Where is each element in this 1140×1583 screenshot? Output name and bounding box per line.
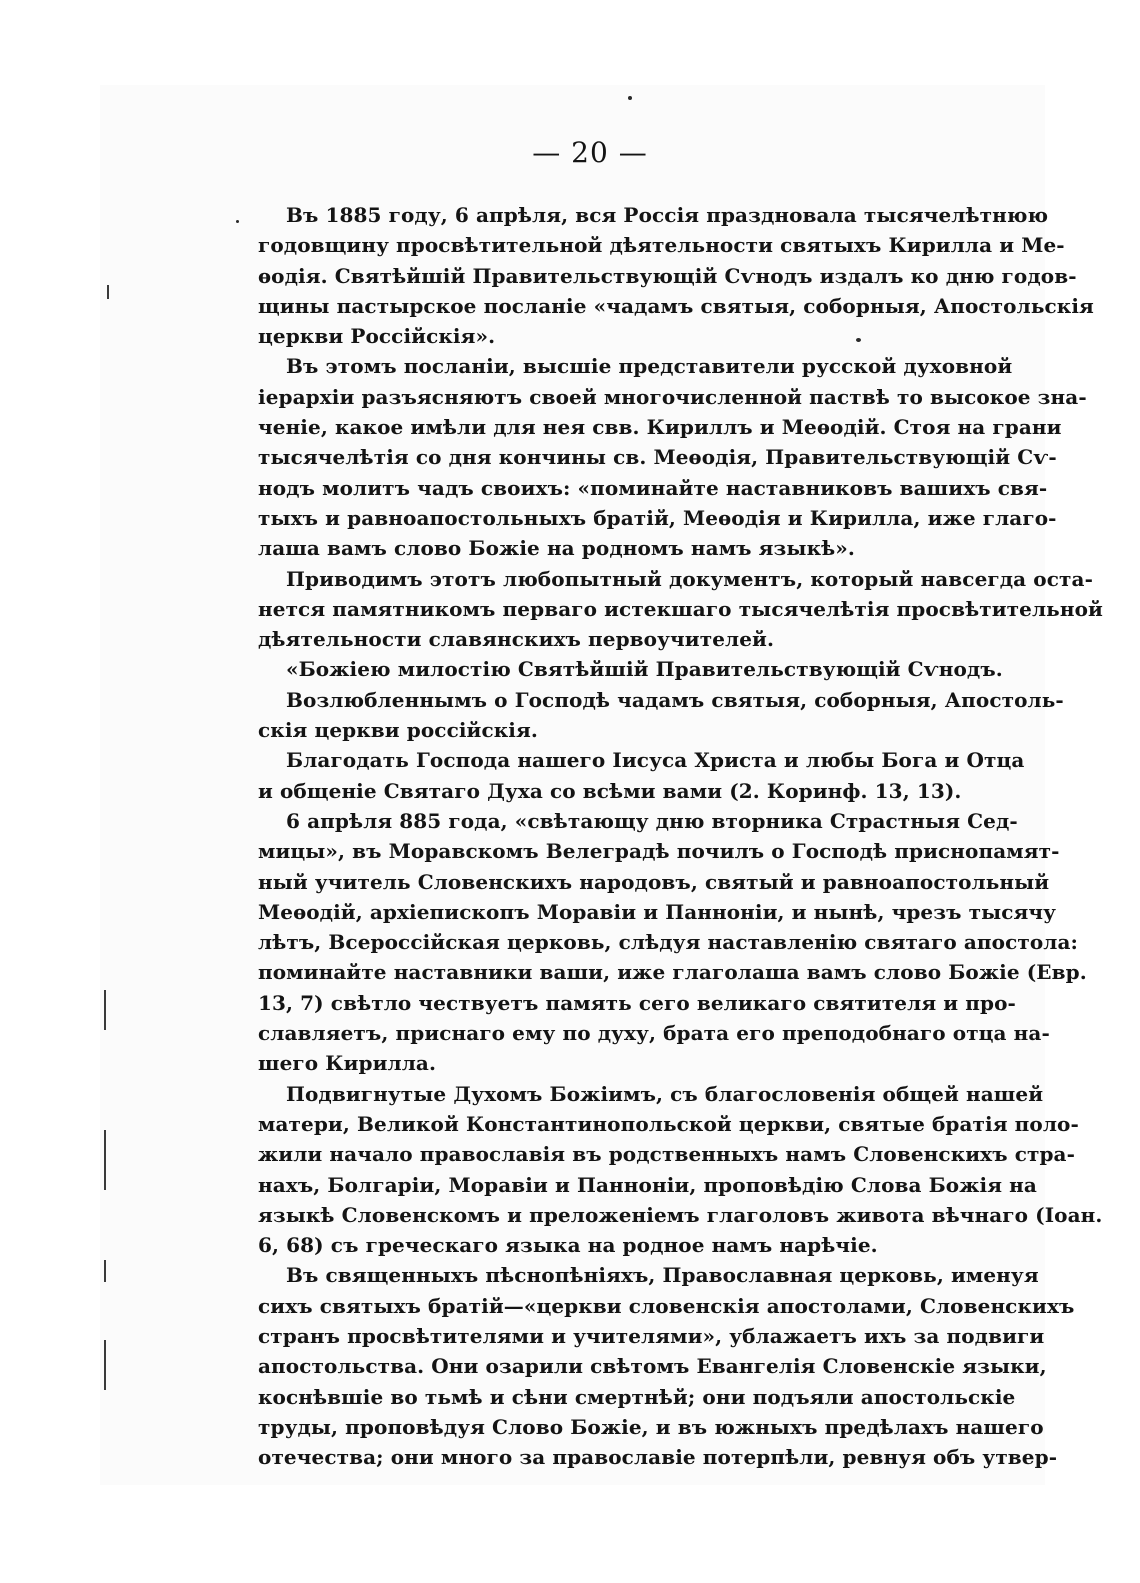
text-line: апостольства. Они озарили свѣтомъ Евангелія Словенскіе языки, xyxy=(258,1354,1047,1379)
text-line: 6 апрѣля 885 года, «свѣтающу дню вторника Страстныя Сед- xyxy=(286,808,1018,833)
text-line: ченіе, какое имѣли для нея свв. Кириллъ и Меѳодій. Стоя на грани xyxy=(258,415,1062,440)
text-line: скія церкви россійскія. xyxy=(258,718,538,743)
margin-mark xyxy=(104,990,106,1030)
text-line: Въ этомъ посланіи, высшіе представители русской духовной xyxy=(286,354,1013,379)
margin-mark xyxy=(104,1130,106,1190)
text-line: Подвигнутые Духомъ Божіимъ, съ благословенія общей нашей xyxy=(286,1081,1044,1106)
text-line: іерархіи разъясняютъ своей многочисленной паствѣ то высокое зна- xyxy=(258,384,1087,409)
text-line: дѣятельности славянскихъ первоучителей. xyxy=(258,627,775,652)
text-line: отечества; они много за православіе потерпѣли, ревнуя объ утвер- xyxy=(258,1445,1058,1470)
page-number: — 20 — xyxy=(532,136,648,169)
text-line: матери, Великой Константинопольской церкви, святые братія поло- xyxy=(258,1111,1079,1136)
text-line: славляетъ, приснаго ему по духу, брата его преподобнаго отца на- xyxy=(258,1021,1050,1046)
text-line: нется памятникомъ перваго истекшаго тысячелѣтія просвѣтительной xyxy=(258,596,1103,621)
text-line: Въ 1885 году, 6 апрѣля, вся Россія праздновала тысячелѣтнюю xyxy=(286,203,1049,227)
text-line: Возлюбленнымъ о Господѣ чадамъ святыя, соборныя, Апостоль- xyxy=(286,687,1064,712)
margin-mark xyxy=(104,1340,106,1390)
body-text xyxy=(258,200,1103,1472)
text-line: сихъ святыхъ братій—«церкви словенскія апостолами, Словенскихъ xyxy=(258,1293,1075,1318)
text-line: жили начало православія въ родственныхъ намъ Словенскихъ стра- xyxy=(258,1142,1076,1167)
text-line: мицы», въ Моравскомъ Велеградѣ почилъ о Господѣ приснопамят- xyxy=(258,839,1060,864)
text-line: нахъ, Болгаріи, Моравіи и Панноніи, проповѣдію Слова Божія на xyxy=(258,1172,1037,1197)
text-line: труды, проповѣдуя Слово Божіе, и въ южныхъ предѣлахъ нашего xyxy=(258,1414,1044,1439)
text-line: щины пастырское посланіе «чадамъ святыя, соборныя, Апостольскія xyxy=(258,293,1094,318)
text-line: коснѣвшіе во тьмѣ и сѣни смертнѣй; они подъяли апостольскіе xyxy=(258,1384,1016,1409)
text-line: лѣтъ, Всероссійская церковь, слѣдуя наставленію святаго апостола: xyxy=(258,930,1079,955)
margin-mark xyxy=(104,1260,106,1282)
text-line: «Божіею милостію Святѣйшій Правительствующій Сѵнодъ. xyxy=(286,657,1003,682)
text-line: шего Кирилла. xyxy=(258,1051,437,1076)
text-line: Въ священныхъ пѣснопѣніяхъ, Православная церковь, именуя xyxy=(286,1263,1039,1288)
text-line: ѳодія. Святѣйшій Правительствующій Сѵнодъ издалъ ко дню годов- xyxy=(258,263,1077,288)
text-line: 13, 7) свѣтло чествуетъ память сего великаго святителя и про- xyxy=(258,990,1016,1015)
text-line: тысячелѣтія со дня кончины св. Меѳодія, Правительствующій Сѵ- xyxy=(258,445,1057,470)
text-line: языкѣ Словенскомъ и преложеніемъ глаголовъ живота вѣчнаго (Іоан. xyxy=(258,1202,1103,1227)
text-line: 6, 68) съ греческаго языка на родное намъ нарѣчіе. xyxy=(258,1233,878,1258)
scan-speck xyxy=(236,220,239,223)
text-line: странъ просвѣтителями и учителями», ублажаетъ ихъ за подвиги xyxy=(258,1323,1045,1348)
text-line: и общеніе Святаго Духа со всѣми вами (2. Коринф. 13, 13). xyxy=(258,778,962,803)
text-line: Меѳодій, архіепископъ Моравіи и Панноніи, и нынѣ, чрезъ тысячу xyxy=(258,899,1057,924)
text-line: годовщину просвѣтительной дѣятельности святыхъ Кирилла и Ме- xyxy=(258,233,1065,258)
text-line: Благодать Господа нашего Іисуса Христа и любы Бога и Отца xyxy=(286,748,1025,773)
text-line: тыхъ и равноапостольныхъ братій, Меѳодія и Кирилла, иже глаго- xyxy=(258,505,1057,530)
text-line: лаша вамъ слово Божіе на родномъ намъ языкѣ». xyxy=(258,536,855,561)
scan-speck xyxy=(628,96,632,100)
text-line: ный учитель Словенскихъ народовъ, святый и равноапостольный xyxy=(258,869,1050,894)
margin-mark xyxy=(107,285,109,299)
text-line: Приводимъ этотъ любопытный документъ, который навсегда оста- xyxy=(286,566,1093,591)
text-line: церкви Россійскія». xyxy=(258,324,496,349)
text-line: поминайте наставники ваши, иже глаголаша вамъ слово Божіе (Евр. xyxy=(258,960,1087,985)
text-line: нодъ молитъ чадъ своихъ: «поминайте наставниковъ вашихъ свя- xyxy=(258,475,1048,500)
